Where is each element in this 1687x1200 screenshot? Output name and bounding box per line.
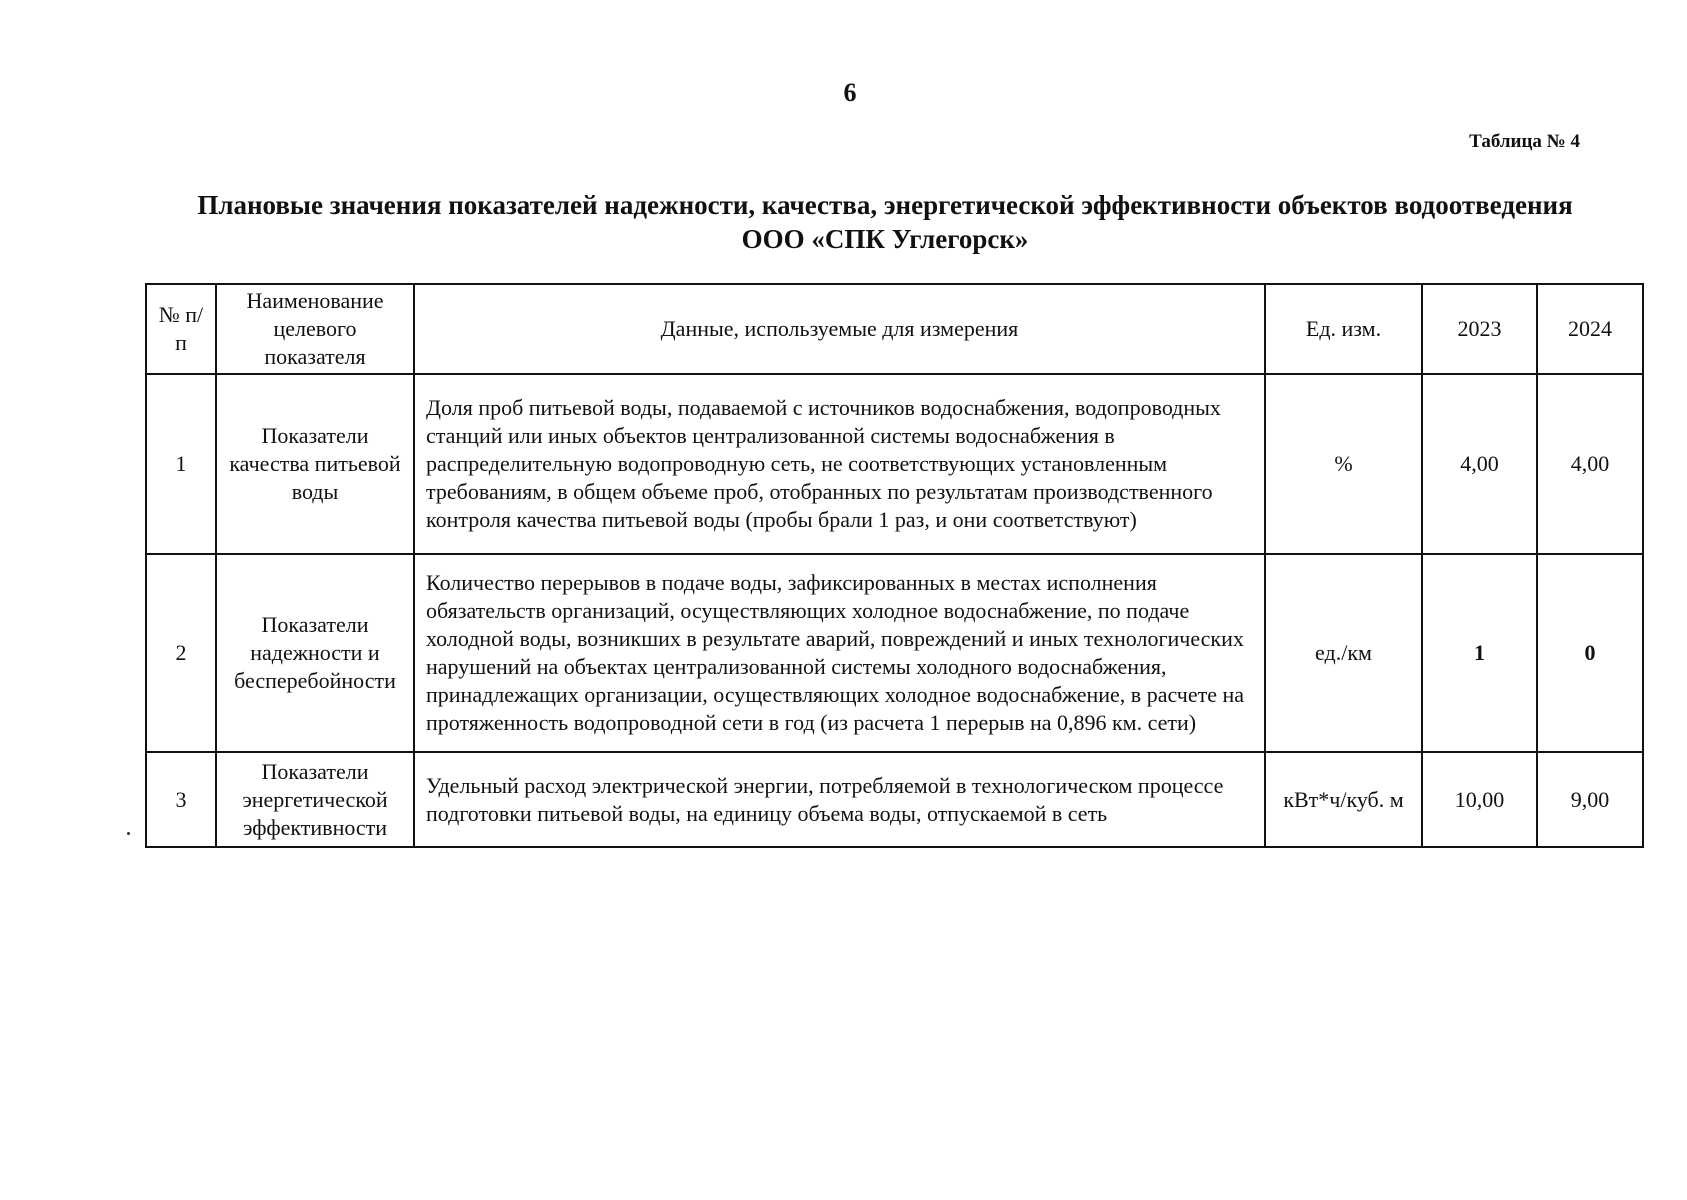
cell-2023: 1 — [1422, 554, 1537, 752]
header-unit: Ед. изм. — [1265, 284, 1422, 374]
table-row — [146, 752, 1643, 847]
cell-num: 1 — [146, 374, 216, 554]
cell-unit: ед./км — [1265, 554, 1422, 752]
cell-num: 3 — [146, 752, 216, 847]
cell-name: Показатели качества питьевой воды — [216, 374, 414, 554]
cell-2024: 4,00 — [1537, 374, 1643, 554]
cell-num: 2 — [146, 554, 216, 752]
cell-unit: кВт*ч/куб. м — [1265, 752, 1422, 847]
header-2024: 2024 — [1537, 284, 1643, 374]
cell-name: Показатели надежности и бесперебойности — [216, 554, 414, 752]
indicators-table — [145, 283, 1644, 848]
cell-2024: 9,00 — [1537, 752, 1643, 847]
document-title-line-2: ООО «СПК Углегорск» — [741, 224, 1029, 254]
cell-name: Показатели энергетической эффективности — [216, 752, 414, 847]
table-row — [146, 374, 1643, 554]
page-number: 6 — [843, 78, 857, 107]
scan-speck — [127, 832, 130, 835]
document-title — [140, 188, 1630, 256]
header-2023: 2023 — [1422, 284, 1537, 374]
cell-2024: 0 — [1537, 554, 1643, 752]
cell-data: Количество перерывов в подаче воды, зафиксированных в местах исполнения обязательств организаций, осуществляющих холодное водоснабжение, по подаче холодной воды, возникших в результате аварий, повреждений и иных технологических нарушений на объектах централизованной системы холодного водоснабжения, принадлежащих организации, осуществляющих холодное водоснабжение, в расчете на протяженность водопроводной сети в год (из расчета 1 перерыв на 0,896 км. сети) — [414, 554, 1265, 752]
cell-2023: 10,00 — [1422, 752, 1537, 847]
cell-2023: 4,00 — [1422, 374, 1537, 554]
header-name: Наименование целевого показателя — [216, 284, 414, 374]
cell-data: Доля проб питьевой воды, подаваемой с источников водоснабжения, водопроводных станций или иных объектов централизованной системы водоснабжения в распределительную водопроводную сеть, не соответствующих установленным требованиям, в общем объеме проб, отобранных по результатам производственного контроля качества питьевой воды (пробы брали 1 раз, и они соответствуют) — [414, 374, 1265, 554]
table-label: Таблица № 4 — [1469, 131, 1580, 152]
table-header-row — [146, 284, 1643, 374]
cell-data: Удельный расход электрической энергии, потребляемой в технологическом процессе подготовки питьевой воды, на единицу объема воды, отпускаемой в сеть — [414, 752, 1265, 847]
header-num: № п/п — [146, 284, 216, 374]
cell-unit: % — [1265, 374, 1422, 554]
table-row — [146, 554, 1643, 752]
header-data: Данные, используемые для измерения — [414, 284, 1265, 374]
document-title-line-1: Плановые значения показателей надежности, качества, энергетической эффективности объектов водоотведения — [197, 190, 1573, 220]
